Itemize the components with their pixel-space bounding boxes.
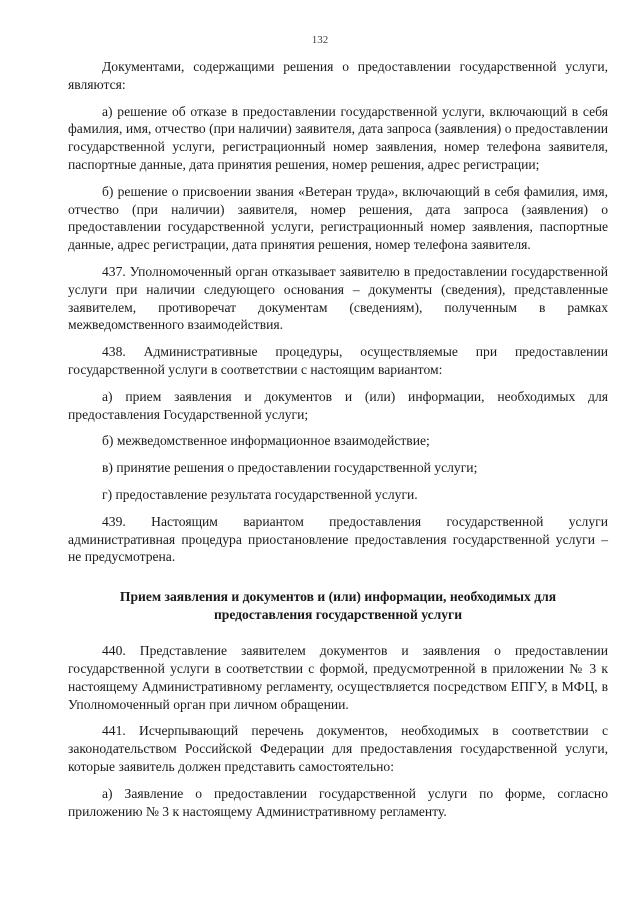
paragraph-438-item-a: а) прием заявления и документов и (или) информации, необходимых для предоставления Государственной услуги; bbox=[68, 388, 608, 422]
paragraph-intro: Документами, содержащими решения о предоставлении государственной услуги, являются: bbox=[68, 59, 608, 92]
section-heading-line-1: Прием заявления и документов и (или) информации, необходимых для bbox=[119, 589, 557, 605]
paragraph-440: 440. Представление заявителем документов и заявления о предоставлении государственной услуги в соответствии с формой, предусмотренной в приложении № 3 к настоящему Административному регламенту, осуществляется посредством ЕПГУ, в МФЦ, в Уполномоченный орган при личном обращении. bbox=[68, 643, 608, 712]
paragraph-438: 438. Административные процедуры, осуществляемые при предоставлении государственной услуги в соответствии с настоящим вариантом: bbox=[68, 344, 608, 377]
paragraph-item-b-veteran: б) решение о присвоении звания «Ветеран труда», включающий в себя фамилия, имя, отчество (при наличии) заявителя, номер решения, дата запроса (заявления) о предоставлении государственной услуги, регистрационный номер заявления, паспортные данные, адрес регистрации, дата принятия решения, номер телефона заявителя. bbox=[68, 183, 608, 253]
paragraph-441-item-a: а) Заявление о предоставлении государственной услуги по форме, согласно приложению № 3 к настоящему Административному регламенту. bbox=[68, 785, 608, 819]
paragraph-439: 439. Настоящим вариантом предоставления государственной услуги административная процедура приостановление предоставления государственной услуги – не предусмотрена. bbox=[68, 513, 608, 565]
paragraph-item-a-refusal: а) решение об отказе в предоставлении государственной услуги, включающий в себя фамилия, имя, отчество (при наличии) заявителя, дата запроса (заявления) о предоставлении государственной услуги, регистрационный номер заявления, номер телефона заявителя, паспортные данные, дата принятия решения, номер решения, адрес регистрации; bbox=[68, 103, 608, 172]
paragraph-438-item-d: г) предоставление результата государственной услуги. bbox=[102, 486, 418, 502]
paragraph-437: 437. Уполномоченный орган отказывает заявителю в предоставлении государственной услуги при наличии следующего основания – документы (сведения), представленные заявителем, противоречат документам (сведениям), полученным в рамках межведомственного взаимодействия. bbox=[68, 263, 608, 333]
section-heading bbox=[68, 588, 608, 624]
paragraph-441: 441. Исчерпывающий перечень документов, необходимых в соответствии с законодательством Российской Федерации для предоставления государственной услуги, которые заявитель должен представить самостоятельно: bbox=[68, 723, 608, 774]
document-body bbox=[68, 58, 608, 829]
paragraph-438-item-b: б) межведомственное информационное взаимодействие; bbox=[102, 433, 430, 449]
page-number: 132 bbox=[311, 34, 329, 46]
section-heading-line-2: предоставления государственной услуги bbox=[213, 607, 463, 623]
paragraph-438-item-c: в) принятие решения о предоставлении государственной услуги; bbox=[102, 460, 478, 476]
